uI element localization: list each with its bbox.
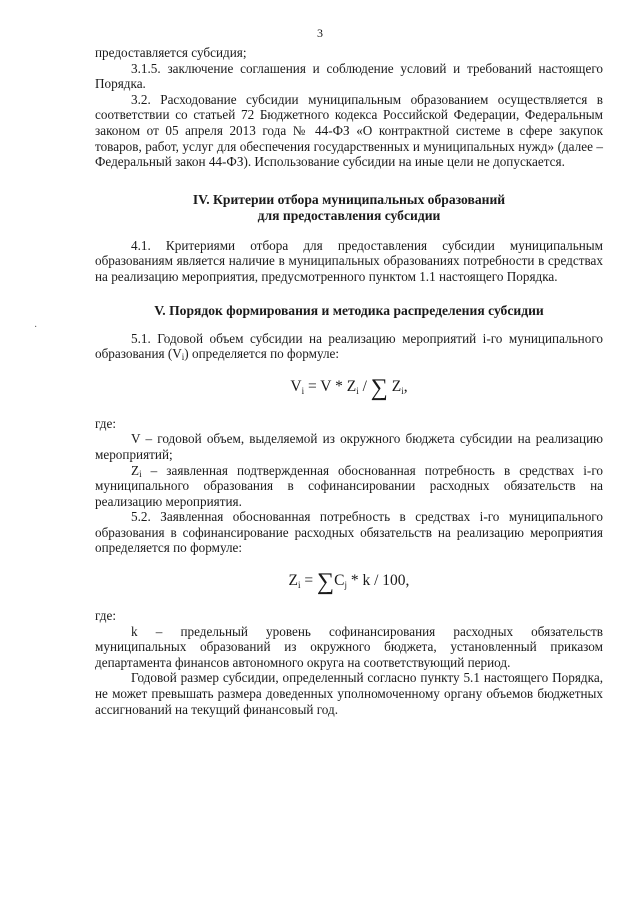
paragraph-5-1: 5.1. Годовой объем субсидии на реализацию мероприятий i-го муниципального образования $(V_i)$ определяется по формуле:: [95, 330, 603, 363]
section-4-title-line1: IV. Критерии отбора муниципальных образований: [192, 191, 506, 207]
where-label-2: где:: [95, 608, 116, 624]
paragraph-5-2: 5.2. Заявленная обоснованная потребность в средствах i-го муниципального образования в софинансирование расходных обязательств на реализацию мероприятия определяется по формуле:: [95, 509, 603, 556]
page-number: 3: [317, 26, 323, 40]
page-content: [95, 45, 603, 717]
paragraph-3-2: 3.2. Расходование субсидии муниципальным образованием осуществляется в соответствии со статьей 72 Бюджетного кодекса Российской Федерации, Федеральным законом от 05 апреля 2013 года № 44-ФЗ «О контрактной системе в сфере закупок товаров, работ, услуг для обеспечения государственных и муниципальных нужд» (далее – Федеральный закон 44-ФЗ). Использование субсидии на иные цели не допускается.: [95, 91, 603, 170]
formula-need: $Z_i = \sum C_j * k / 100$,: [288, 569, 410, 596]
definition-v: V – годовой объем, выделяемой из окружного бюджета субсидии на реализацию мероприятий;: [95, 431, 603, 462]
section-4-title-line2: для предоставления субсидии: [257, 207, 441, 223]
paragraph-4-1: 4.1. Критериями отбора для предоставления субсидии муниципальным образованиям является наличие в муниципальных образованиях потребности в средствах на реализацию мероприятия, предусмотренного пунктом 1.1 настоящего Порядка.: [95, 237, 603, 284]
paragraph-intro: предоставляется субсидия;: [95, 45, 247, 60]
paragraph-3-1-5: 3.1.5. заключение соглашения и соблюдение условий и требований настоящего Порядка.: [95, 60, 603, 92]
definition-z: $Z_i$ – заявленная подтвержденная обоснованная потребность в средствах i-го муниципального образования в софинансировании расходных обязательств на реализацию мероприятия.: [95, 462, 603, 509]
paragraph-final: Годовой размер субсидии, определенный согласно пункту 5.1 настоящего Порядка, не может превышать размера доведенных уполномоченному органу объемов бюджетных ассигнований на текущий финансовый год.: [95, 670, 603, 717]
formula-volume: $V_i = V * Z_i$ / ∑ $Z_i$,: [290, 374, 408, 401]
where-label-1: где:: [95, 415, 116, 431]
definition-k: k – предельный уровень софинансирования расходных обязательств муниципальных образований из окружного бюджета, установленный приказом департамента финансов автономного округа на соответствующий период.: [95, 623, 603, 670]
section-5-title: V. Порядок формирования и методика распределения субсидии: [154, 302, 544, 318]
stray-mark: ·: [34, 322, 38, 333]
